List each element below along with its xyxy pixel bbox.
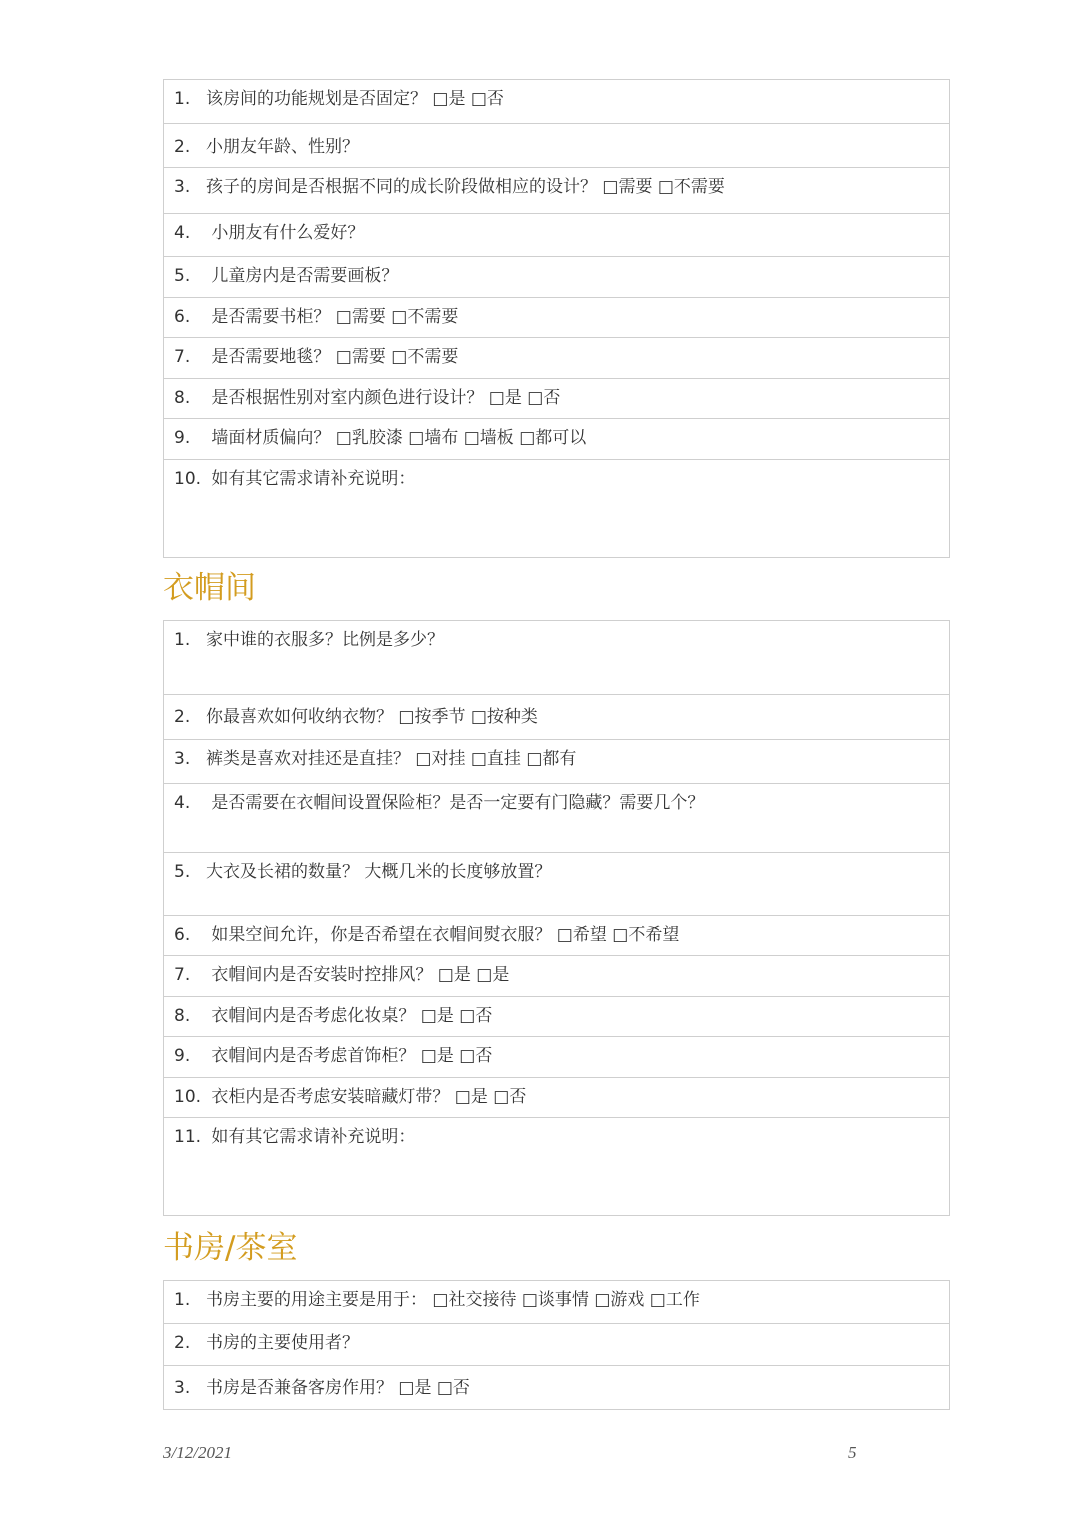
question-row bbox=[164, 694, 949, 739]
question-text: 衣帽间内是否安装时控排风？ □是 □是 bbox=[206, 965, 510, 985]
question-number: 3. bbox=[174, 1378, 191, 1398]
study-questionnaire bbox=[163, 1280, 950, 1410]
question-number: 1. bbox=[174, 89, 191, 109]
question-number: 2. bbox=[174, 137, 191, 157]
question-row bbox=[164, 1117, 949, 1215]
question-row bbox=[164, 213, 949, 256]
question-text: 书房的主要使用者？ bbox=[206, 1333, 359, 1353]
question-text: 如有其它需求请补充说明： bbox=[206, 469, 416, 489]
question-row bbox=[164, 955, 949, 996]
question-row bbox=[164, 80, 949, 123]
question-text: 小朋友有什么爱好？ bbox=[206, 223, 365, 243]
question-text: 是否需要书柜？ □需要 □不需要 bbox=[206, 307, 459, 327]
question-number: 4. bbox=[174, 223, 191, 243]
question-row bbox=[164, 1323, 949, 1365]
question-text: 衣帽间内是否考虑化妆桌？ □是 □否 bbox=[206, 1006, 493, 1026]
question-number: 4. bbox=[174, 793, 191, 813]
question-row bbox=[164, 739, 949, 783]
question-text: 衣柜内是否考虑安装暗藏灯带？ □是 □否 bbox=[206, 1087, 527, 1107]
question-row bbox=[164, 167, 949, 213]
children-room-questionnaire bbox=[163, 79, 950, 558]
question-text: 大衣及长裙的数量？ 大概几米的长度够放置？ bbox=[206, 862, 552, 882]
question-number: 1. bbox=[174, 630, 191, 650]
question-row bbox=[164, 256, 949, 297]
question-number: 8. bbox=[174, 1006, 191, 1026]
section-heading-cloakroom: 衣帽间 bbox=[163, 570, 256, 606]
question-row bbox=[164, 783, 949, 852]
question-row bbox=[164, 621, 949, 694]
question-row bbox=[164, 297, 949, 337]
question-text: 家中谁的衣服多？比例是多少？ bbox=[206, 630, 444, 650]
question-number: 5. bbox=[174, 266, 191, 286]
question-row bbox=[164, 1281, 949, 1323]
footer-page-number: 5 bbox=[848, 1443, 857, 1462]
question-row bbox=[164, 378, 949, 418]
question-text: 儿童房内是否需要画板？ bbox=[206, 266, 399, 286]
question-text: 书房是否兼备客房作用？ □是 □否 bbox=[206, 1378, 470, 1398]
question-text: 墙面材质偏向？ □乳胶漆 □墙布 □墙板 □都可以 bbox=[206, 428, 587, 448]
question-number: 6. bbox=[174, 307, 191, 327]
question-row bbox=[164, 915, 949, 955]
question-row bbox=[164, 996, 949, 1036]
question-row bbox=[164, 418, 949, 459]
question-number: 7. bbox=[174, 965, 191, 985]
question-number: 3. bbox=[174, 177, 191, 197]
question-number: 10. bbox=[174, 469, 202, 489]
question-text: 是否需要在衣帽间设置保险柜？是否一定要有门隐藏？需要几个？ bbox=[206, 793, 705, 813]
question-text: 该房间的功能规划是否固定？ □是 □否 bbox=[206, 89, 504, 109]
question-row bbox=[164, 123, 949, 167]
question-number: 5. bbox=[174, 862, 191, 882]
question-text: 孩子的房间是否根据不同的成长阶段做相应的设计？ □需要 □不需要 bbox=[206, 177, 725, 197]
cloakroom-questionnaire bbox=[163, 620, 950, 1216]
question-text: 小朋友年龄、性别？ bbox=[206, 137, 359, 157]
question-number: 9. bbox=[174, 1046, 191, 1066]
question-number: 1. bbox=[174, 1290, 191, 1310]
question-row bbox=[164, 459, 949, 557]
question-number: 11. bbox=[174, 1127, 202, 1147]
question-number: 2. bbox=[174, 707, 191, 727]
question-number: 6. bbox=[174, 925, 191, 945]
section-heading-study: 书房/茶室 bbox=[163, 1230, 298, 1266]
question-text: 书房主要的用途主要是用于： □社交接待 □谈事情 □游戏 □工作 bbox=[206, 1290, 700, 1310]
question-text: 是否根据性别对室内颜色进行设计？ □是 □否 bbox=[206, 388, 561, 408]
question-text: 裤类是喜欢对挂还是直挂？ □对挂 □直挂 □都有 bbox=[206, 749, 577, 769]
question-text: 如果空间允许，你是否希望在衣帽间熨衣服？ □希望 □不希望 bbox=[206, 925, 680, 945]
question-number: 7. bbox=[174, 347, 191, 367]
question-text: 你最喜欢如何收纳衣物？ □按季节 □按种类 bbox=[206, 707, 538, 727]
question-number: 10. bbox=[174, 1087, 202, 1107]
question-text: 如有其它需求请补充说明： bbox=[206, 1127, 416, 1147]
question-text: 衣帽间内是否考虑首饰柜？ □是 □否 bbox=[206, 1046, 493, 1066]
question-number: 8. bbox=[174, 388, 191, 408]
footer-date: 3/12/2021 bbox=[163, 1443, 232, 1462]
question-number: 2. bbox=[174, 1333, 191, 1353]
question-number: 9. bbox=[174, 428, 191, 448]
question-row bbox=[164, 1036, 949, 1077]
question-text: 是否需要地毯？ □需要 □不需要 bbox=[206, 347, 459, 367]
question-row bbox=[164, 1077, 949, 1117]
question-row bbox=[164, 337, 949, 378]
question-row bbox=[164, 1365, 949, 1409]
question-number: 3. bbox=[174, 749, 191, 769]
question-row bbox=[164, 852, 949, 915]
